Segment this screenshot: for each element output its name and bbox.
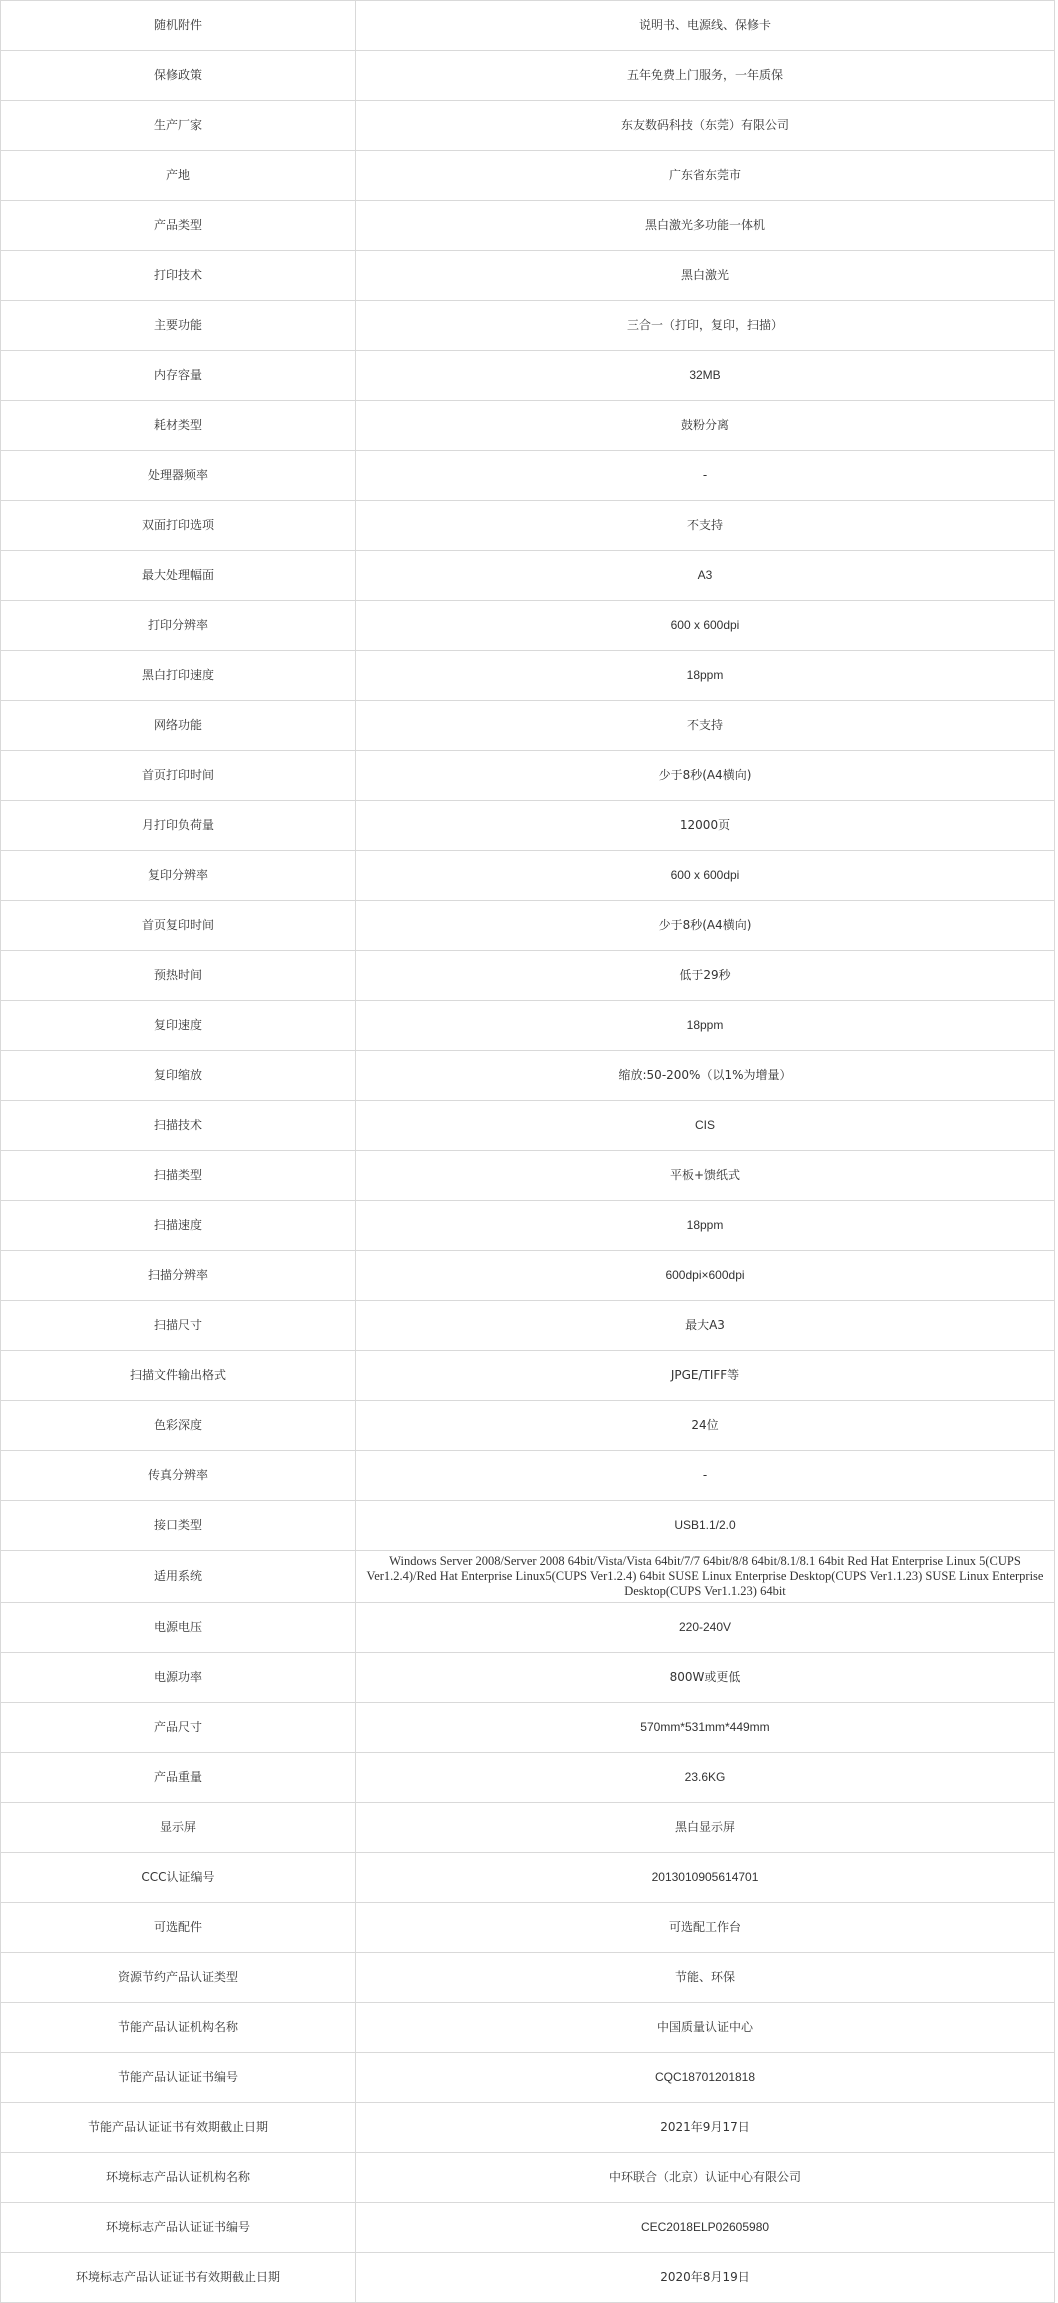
spec-label: 预热时间: [1, 951, 356, 1001]
spec-label: 传真分辨率: [1, 1451, 356, 1501]
spec-value: 2020年8月19日: [356, 2253, 1055, 2303]
spec-row: [1, 1001, 1055, 1051]
spec-value: 中环联合（北京）认证中心有限公司: [356, 2153, 1055, 2203]
spec-value: 不支持: [356, 501, 1055, 551]
spec-row: [1, 451, 1055, 501]
spec-label: 保修政策: [1, 51, 356, 101]
spec-row: [1, 801, 1055, 851]
spec-value: 三合一（打印，复印，扫描）: [356, 301, 1055, 351]
spec-label: 复印速度: [1, 1001, 356, 1051]
spec-row: [1, 1501, 1055, 1551]
spec-value: 18ppm: [356, 1201, 1055, 1251]
spec-value: 220-240V: [356, 1603, 1055, 1653]
spec-value: 600 x 600dpi: [356, 601, 1055, 651]
spec-value: 东友数码科技（东莞）有限公司: [356, 101, 1055, 151]
spec-value: 中国质量认证中心: [356, 2003, 1055, 2053]
spec-row: [1, 1551, 1055, 1603]
spec-label: 可选配件: [1, 1903, 356, 1953]
spec-row: [1, 701, 1055, 751]
spec-label: 扫描分辨率: [1, 1251, 356, 1301]
spec-label: 产品尺寸: [1, 1703, 356, 1753]
spec-row: [1, 201, 1055, 251]
spec-row: [1, 1401, 1055, 1451]
spec-value: 黑白激光: [356, 251, 1055, 301]
spec-value: 600dpi×600dpi: [356, 1251, 1055, 1301]
spec-label: 电源电压: [1, 1603, 356, 1653]
spec-row: [1, 1953, 1055, 2003]
spec-row: [1, 1301, 1055, 1351]
spec-row: [1, 651, 1055, 701]
spec-row: [1, 1753, 1055, 1803]
spec-label: 色彩深度: [1, 1401, 356, 1451]
spec-value: 平板+馈纸式: [356, 1151, 1055, 1201]
spec-table-body: [1, 1, 1055, 2303]
spec-label: 接口类型: [1, 1501, 356, 1551]
spec-value: -: [356, 451, 1055, 501]
spec-value: 说明书、电源线、保修卡: [356, 1, 1055, 51]
spec-value: 黑白激光多功能一体机: [356, 201, 1055, 251]
spec-row: [1, 2053, 1055, 2103]
spec-row: [1, 101, 1055, 151]
spec-label: 复印分辨率: [1, 851, 356, 901]
spec-label: 打印技术: [1, 251, 356, 301]
spec-label: 月打印负荷量: [1, 801, 356, 851]
spec-value: 570mm*531mm*449mm: [356, 1703, 1055, 1753]
spec-value: CEC2018ELP02605980: [356, 2203, 1055, 2253]
spec-label: 最大处理幅面: [1, 551, 356, 601]
spec-row: [1, 1903, 1055, 1953]
spec-row: [1, 1603, 1055, 1653]
spec-row: [1, 51, 1055, 101]
spec-label: 产品重量: [1, 1753, 356, 1803]
spec-value: 12000页: [356, 801, 1055, 851]
spec-row: [1, 501, 1055, 551]
spec-value: 2021年9月17日: [356, 2103, 1055, 2153]
spec-row: [1, 2103, 1055, 2153]
spec-label: 扫描速度: [1, 1201, 356, 1251]
spec-label: 复印缩放: [1, 1051, 356, 1101]
spec-row: [1, 151, 1055, 201]
spec-label: 产品类型: [1, 201, 356, 251]
spec-label: CCC认证编号: [1, 1853, 356, 1903]
spec-label: 网络功能: [1, 701, 356, 751]
spec-value: 缩放:50-200%（以1%为增量）: [356, 1051, 1055, 1101]
spec-row: [1, 751, 1055, 801]
spec-label: 双面打印选项: [1, 501, 356, 551]
spec-row: [1, 1101, 1055, 1151]
spec-row: [1, 551, 1055, 601]
spec-value: Windows Server 2008/Server 2008 64bit/Vista/Vista 64bit/7/7 64bit/8/8 64bit/8.1/8.1 64bit Red Hat Enterprise Linux 5(CUPS Ver1.2.4)/Red Hat Enterprise Linux5(CUPS Ver1.2.4) 64bit SUSE Linux Enterprise Desktop(CUPS Ver1.1.23) SUSE Linux Enterprise Desktop(CUPS Ver1.1.23) 64bit: [356, 1551, 1055, 1603]
spec-label: 首页打印时间: [1, 751, 356, 801]
spec-value: 2013010905614701: [356, 1853, 1055, 1903]
spec-row: [1, 1, 1055, 51]
spec-value: 18ppm: [356, 1001, 1055, 1051]
spec-label: 产地: [1, 151, 356, 201]
spec-row: [1, 851, 1055, 901]
spec-row: [1, 1853, 1055, 1903]
spec-row: [1, 951, 1055, 1001]
spec-label: 生产厂家: [1, 101, 356, 151]
spec-label: 环境标志产品认证机构名称: [1, 2153, 356, 2203]
spec-value: CQC18701201818: [356, 2053, 1055, 2103]
spec-label: 适用系统: [1, 1551, 356, 1603]
spec-label: 节能产品认证证书有效期截止日期: [1, 2103, 356, 2153]
spec-row: [1, 1351, 1055, 1401]
spec-label: 显示屏: [1, 1803, 356, 1853]
spec-label: 扫描类型: [1, 1151, 356, 1201]
spec-row: [1, 601, 1055, 651]
spec-value: 低于29秒: [356, 951, 1055, 1001]
spec-value: 可选配工作台: [356, 1903, 1055, 1953]
spec-row: [1, 1051, 1055, 1101]
spec-label: 黑白打印速度: [1, 651, 356, 701]
spec-label: 节能产品认证证书编号: [1, 2053, 356, 2103]
spec-value: CIS: [356, 1101, 1055, 1151]
spec-row: [1, 351, 1055, 401]
spec-value: 800W或更低: [356, 1653, 1055, 1703]
spec-row: [1, 1151, 1055, 1201]
spec-row: [1, 1251, 1055, 1301]
spec-value: 不支持: [356, 701, 1055, 751]
spec-value: 最大A3: [356, 1301, 1055, 1351]
spec-label: 首页复印时间: [1, 901, 356, 951]
spec-label: 主要功能: [1, 301, 356, 351]
spec-value: 24位: [356, 1401, 1055, 1451]
spec-row: [1, 1703, 1055, 1753]
spec-value: 广东省东莞市: [356, 151, 1055, 201]
spec-row: [1, 1201, 1055, 1251]
spec-row: [1, 251, 1055, 301]
spec-value: 23.6KG: [356, 1753, 1055, 1803]
spec-value: 600 x 600dpi: [356, 851, 1055, 901]
spec-value: 黑白显示屏: [356, 1803, 1055, 1853]
spec-row: [1, 1803, 1055, 1853]
spec-label: 资源节约产品认证类型: [1, 1953, 356, 2003]
spec-value: A3: [356, 551, 1055, 601]
spec-label: 扫描技术: [1, 1101, 356, 1151]
spec-label: 内存容量: [1, 351, 356, 401]
spec-value: JPGE/TIFF等: [356, 1351, 1055, 1401]
spec-label: 打印分辨率: [1, 601, 356, 651]
spec-label: 电源功率: [1, 1653, 356, 1703]
spec-row: [1, 2153, 1055, 2203]
spec-value: 少于8秒(A4横向): [356, 751, 1055, 801]
spec-row: [1, 301, 1055, 351]
spec-label: 随机附件: [1, 1, 356, 51]
spec-value: 18ppm: [356, 651, 1055, 701]
spec-value: 少于8秒(A4横向): [356, 901, 1055, 951]
spec-row: [1, 2203, 1055, 2253]
spec-label: 扫描文件输出格式: [1, 1351, 356, 1401]
spec-label: 处理器频率: [1, 451, 356, 501]
spec-row: [1, 2003, 1055, 2053]
spec-value: -: [356, 1451, 1055, 1501]
spec-value: 节能、环保: [356, 1953, 1055, 2003]
spec-value: USB1.1/2.0: [356, 1501, 1055, 1551]
spec-value: 五年免费上门服务，一年质保: [356, 51, 1055, 101]
spec-row: [1, 1653, 1055, 1703]
spec-row: [1, 1451, 1055, 1501]
spec-value: 32MB: [356, 351, 1055, 401]
spec-label: 环境标志产品认证证书编号: [1, 2203, 356, 2253]
spec-row: [1, 401, 1055, 451]
spec-label: 扫描尺寸: [1, 1301, 356, 1351]
spec-row: [1, 901, 1055, 951]
spec-label: 节能产品认证机构名称: [1, 2003, 356, 2053]
spec-row: [1, 2253, 1055, 2303]
spec-value: 鼓粉分离: [356, 401, 1055, 451]
spec-label: 耗材类型: [1, 401, 356, 451]
spec-label: 环境标志产品认证证书有效期截止日期: [1, 2253, 356, 2303]
